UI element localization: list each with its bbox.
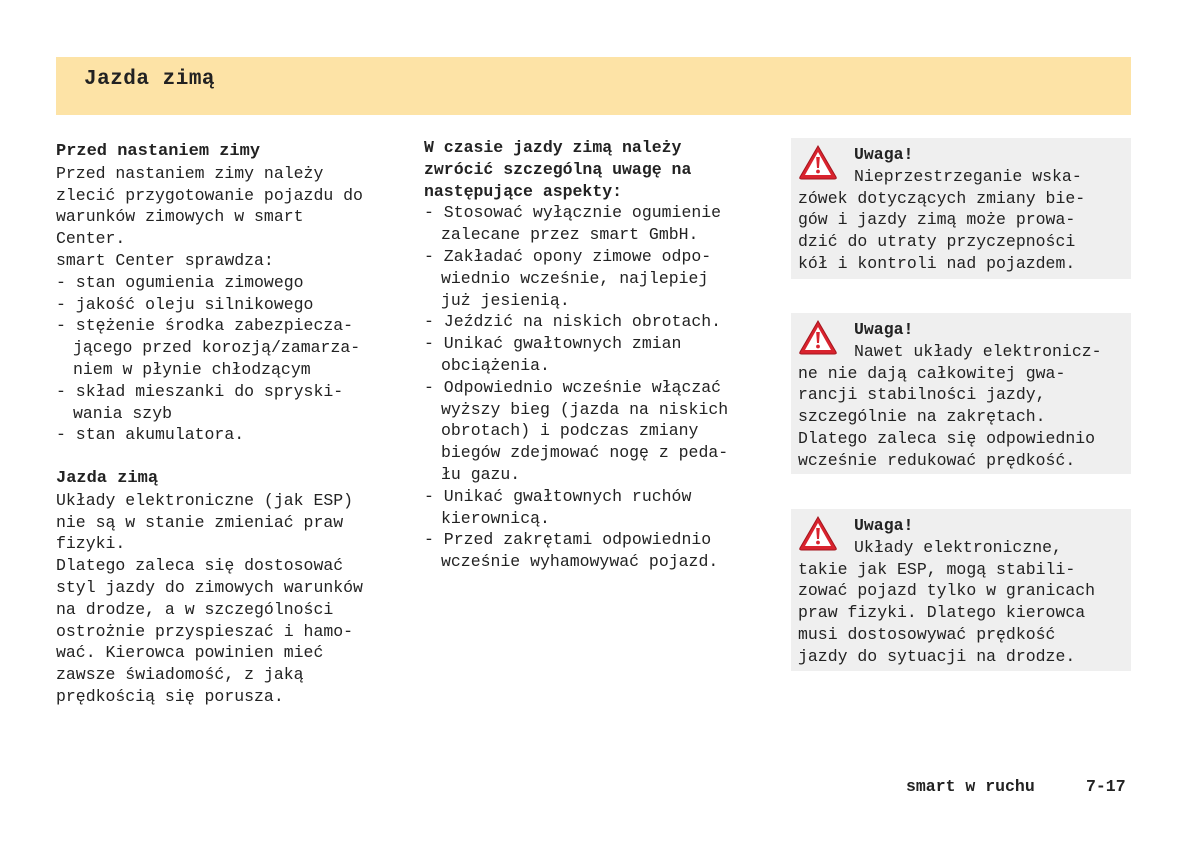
text-line: Center. bbox=[56, 229, 126, 249]
text-line: styl jazdy do zimowych warunków bbox=[56, 577, 363, 597]
warning-title: Uwaga! bbox=[854, 516, 914, 535]
section-title-winter-driving: Jazda zimą bbox=[56, 468, 159, 488]
checklist-item-cont: jącego przed korozją/zamarza- bbox=[73, 338, 361, 358]
warning-box bbox=[791, 138, 1131, 279]
bullet-item-cont: wyższy bieg (jazda na niskich bbox=[441, 399, 729, 419]
page-header bbox=[56, 57, 1131, 115]
checklist-item: - jakość oleju silnikowego bbox=[56, 294, 314, 314]
warning-box bbox=[791, 313, 1131, 474]
column-middle bbox=[424, 137, 769, 573]
bullet-item: - Zakładać opony zimowe odpo- bbox=[424, 246, 712, 266]
warning-text-line: musi dostosowywać prędkość bbox=[798, 624, 1056, 644]
warning-text-line: Nawet układy elektronicz- bbox=[854, 341, 1102, 361]
warning-title: Uwaga! bbox=[854, 145, 914, 164]
page-title: Jazda zimą bbox=[84, 68, 216, 91]
warning-text-line: zować pojazd tylko w granicach bbox=[798, 581, 1096, 601]
warning-box bbox=[791, 509, 1131, 671]
text-line: zawsze świadomość, z jaką bbox=[56, 665, 304, 685]
text-line: ostrożnie przyspieszać i hamo- bbox=[56, 621, 354, 641]
bullet-item: - Unikać gwałtownych zmian bbox=[424, 334, 682, 354]
checklist-item: - stan akumulatora. bbox=[56, 425, 245, 445]
text-line: fizyki. bbox=[56, 534, 126, 554]
footer-section-title: smart w ruchu bbox=[906, 777, 1035, 796]
bullet-item-cont: obrotach) i podczas zmiany bbox=[441, 421, 699, 441]
bullet-item: - Odpowiednio wcześnie włączać bbox=[424, 377, 722, 397]
section-title-line: W czasie jazdy zimą należy bbox=[424, 138, 682, 157]
bullet-item-cont: kierownicą. bbox=[441, 508, 550, 528]
warning-text-line: gów i jazdy zimą może prowa- bbox=[798, 210, 1076, 230]
text-line: nie są w stanie zmieniać praw bbox=[56, 512, 344, 532]
bullet-item-cont: wcześnie wyhamowywać pojazd. bbox=[441, 552, 719, 572]
section-title-line: następujące aspekty: bbox=[424, 181, 623, 201]
text-line: wać. Kierowca powinien mieć bbox=[56, 643, 324, 663]
warning-text-line: Układy elektroniczne, bbox=[854, 537, 1062, 557]
warning-text-line: Nieprzestrzeganie wska- bbox=[854, 166, 1082, 186]
column-left bbox=[56, 137, 401, 708]
text-line: smart Center sprawdza: bbox=[56, 250, 274, 270]
bullet-item-cont: zalecane przez smart GmbH. bbox=[441, 225, 699, 245]
page-number: 7-17 bbox=[1086, 777, 1126, 796]
text-line: Przed nastaniem zimy należy bbox=[56, 163, 324, 183]
section-title-line: zwrócić szczególną uwagę na bbox=[424, 159, 692, 179]
checklist-item: - stężenie środka zabezpiecza- bbox=[56, 316, 354, 336]
checklist-item-cont: wania szyb bbox=[73, 403, 173, 423]
warning-text-line: Dlatego zaleca się odpowiednio bbox=[798, 428, 1096, 448]
warning-text-line: szczególnie na zakrętach. bbox=[798, 407, 1046, 427]
bullet-item: - Jeździć na niskich obrotach. bbox=[424, 312, 722, 332]
warning-text-line: rancji stabilności jazdy, bbox=[798, 385, 1046, 405]
text-line: na drodze, a w szczególności bbox=[56, 599, 334, 619]
bullet-item-cont: obciążenia. bbox=[441, 355, 550, 375]
warning-text-line: dzić do utraty przyczepności bbox=[798, 232, 1076, 252]
text-line: zlecić przygotowanie pojazdu do bbox=[56, 185, 363, 205]
warning-text-line: praw fizyki. Dlatego kierowca bbox=[798, 603, 1086, 623]
text-line: Dlatego zaleca się dostosować bbox=[56, 556, 344, 576]
bullet-item-cont: wiednio wcześnie, najlepiej bbox=[441, 268, 709, 288]
checklist-item: - skład mieszanki do spryski- bbox=[56, 381, 344, 401]
bullet-item: - Stosować wyłącznie ogumienie bbox=[424, 203, 722, 223]
text-line: prędkością się porusza. bbox=[56, 686, 284, 706]
warning-text-line: wcześnie redukować prędkość. bbox=[798, 450, 1076, 470]
checklist-item-cont: niem w płynie chłodzącym bbox=[73, 359, 311, 379]
warning-text-line: ne nie dają całkowitej gwa- bbox=[798, 363, 1066, 383]
bullet-item: - Unikać gwałtownych ruchów bbox=[424, 486, 692, 506]
warning-text-line: jazdy do sytuacji na drodze. bbox=[798, 646, 1076, 666]
warning-text-line: takie jak ESP, mogą stabili- bbox=[798, 559, 1076, 579]
section-title-before-winter: Przed nastaniem zimy bbox=[56, 142, 261, 161]
warning-text-line: zówek dotyczących zmiany bie- bbox=[798, 188, 1086, 208]
bullet-item-cont: już jesienią. bbox=[441, 290, 570, 310]
text-line: warunków zimowych w smart bbox=[56, 207, 304, 227]
text-line: Układy elektroniczne (jak ESP) bbox=[56, 490, 354, 510]
bullet-item-cont: biegów zdejmować nogę z peda- bbox=[441, 443, 729, 463]
warning-text-line: kół i kontroli nad pojazdem. bbox=[798, 253, 1076, 273]
checklist-item: - stan ogumienia zimowego bbox=[56, 272, 304, 292]
warning-title: Uwaga! bbox=[854, 320, 914, 339]
bullet-item-cont: łu gazu. bbox=[441, 464, 521, 484]
bullet-item: - Przed zakrętami odpowiednio bbox=[424, 530, 712, 550]
